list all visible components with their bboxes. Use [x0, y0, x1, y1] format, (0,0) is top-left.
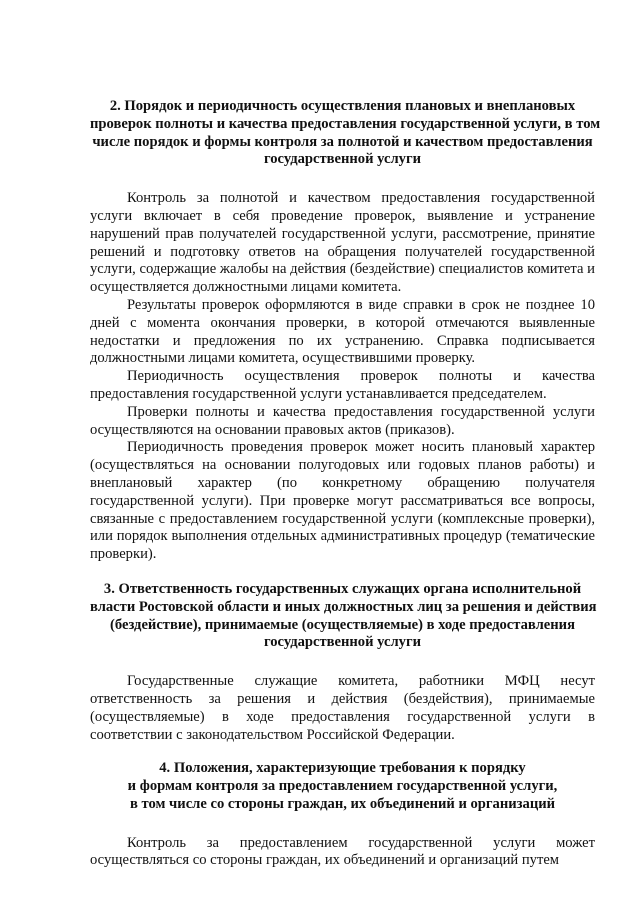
heading-line: власти Ростовской области и иных должностных лиц за решения и действия	[90, 598, 597, 615]
section-4-heading	[90, 760, 595, 813]
section-2-heading	[90, 98, 601, 169]
paragraph: Результаты проверок оформляются в виде справки в срок не позднее 10 дней с момента окончания проверки, в которой отмечаются выявленные недостатки и предложения по их устранению. Справка подписывается должностными лицами комитета, осуществившими проверку.	[90, 296, 595, 367]
heading-line: государственной услуги	[263, 151, 422, 168]
paragraph: Периодичность проведения проверок может носить плановый характер (осуществляться на основании полугодовых или годовых планов работы) и внеплановый характер (по конкретному обращению получателя государственной услуги). При проверке могут рассматриваться все вопросы, связанные с предоставлением государственной услуги (комплексные проверки), или порядок выполнения отдельных административных процедур (тематические проверки).	[90, 439, 595, 563]
heading-line: 4. Положения, характеризующие требования к порядку	[159, 760, 526, 777]
paragraph: Государственные служащие комитета, работники МФЦ несут ответственность за решения и действия (бездействия), принимаемые (осуществляемые) в ходе предоставления государственной услуги в соответствии с законодательством Российской Федерации.	[90, 673, 595, 743]
heading-line: 2. Порядок и периодичность осуществления плановых и внеплановых	[109, 98, 576, 114]
document-page	[90, 98, 601, 870]
heading-line: числе порядок и формы контроля за полнотой и качеством предоставления	[92, 133, 593, 150]
paragraph: Контроль за полнотой и качеством предоставления государственной услуги включает в себя проведение проверок, выявление и устранение нарушений прав получателей государственной услуги, рассмотрение, принятие решений и подготовку ответов на обращения получателей государственной услуги, содержащие жалобы на действия (бездействие) специалистов комитета и осуществляется должностными лицами комитета.	[90, 190, 595, 296]
heading-line: и формам контроля за предоставлением государственной услуги,	[127, 778, 558, 795]
section-3-heading	[90, 581, 595, 652]
heading-line: в том числе со стороны граждан, их объединений и организаций	[129, 795, 556, 812]
heading-line: проверок полноты и качества предоставления государственной услуги, в том	[90, 115, 601, 132]
paragraph: Проверки полноты и качества предоставления государственной услуги осуществляются на основании правовых актов (приказов).	[90, 403, 595, 438]
heading-line: государственной услуги	[263, 634, 422, 651]
paragraph: Периодичность осуществления проверок полноты и качества предоставления государственной услуги устанавливается председателем.	[90, 368, 595, 402]
heading-line: 3. Ответственность государственных служащих органа исполнительной	[103, 580, 582, 597]
paragraph: Контроль за предоставлением государственной услуги может осуществляться со стороны граждан, их объединений и организаций путем	[90, 834, 595, 869]
heading-line: (бездействие), принимаемые (осуществляемые) в ходе предоставления	[110, 616, 575, 633]
